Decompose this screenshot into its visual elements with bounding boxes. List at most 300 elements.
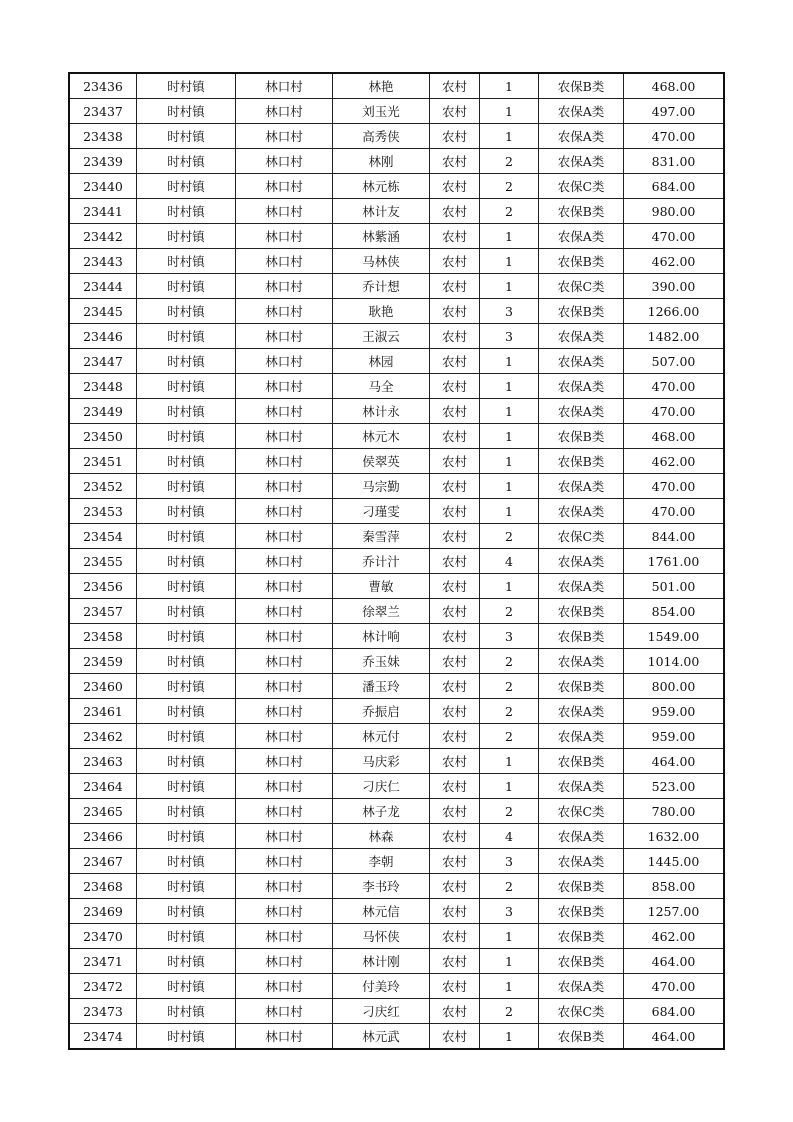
village-cell: 林口村 — [236, 274, 333, 299]
name-cell: 马全 — [333, 374, 430, 399]
town-cell: 时村镇 — [137, 574, 236, 599]
household-type-cell: 农村 — [430, 349, 480, 374]
record-id-cell: 23467 — [69, 849, 137, 874]
table-row — [69, 73, 724, 99]
table-row — [69, 674, 724, 699]
record-id-cell: 23439 — [69, 149, 137, 174]
amount-cell: 470.00 — [624, 124, 725, 149]
table-row — [69, 774, 724, 799]
village-cell: 林口村 — [236, 799, 333, 824]
insurance-category-cell: 农保B类 — [539, 949, 624, 974]
amount-cell: 1257.00 — [624, 899, 725, 924]
village-cell: 林口村 — [236, 724, 333, 749]
insurance-category-cell: 农保A类 — [539, 549, 624, 574]
town-cell: 时村镇 — [137, 73, 236, 99]
table-row — [69, 749, 724, 774]
insurance-category-cell: 农保A类 — [539, 149, 624, 174]
town-cell: 时村镇 — [137, 949, 236, 974]
insurance-category-cell: 农保A类 — [539, 399, 624, 424]
town-cell: 时村镇 — [137, 724, 236, 749]
table-row — [69, 349, 724, 374]
record-id-cell: 23442 — [69, 224, 137, 249]
insurance-category-cell: 农保A类 — [539, 699, 624, 724]
insurance-category-cell: 农保A类 — [539, 774, 624, 799]
household-type-cell: 农村 — [430, 399, 480, 424]
household-type-cell: 农村 — [430, 999, 480, 1024]
insurance-category-cell: 农保B类 — [539, 1024, 624, 1050]
table-row — [69, 249, 724, 274]
insurance-category-cell: 农保A类 — [539, 349, 624, 374]
record-id-cell: 23438 — [69, 124, 137, 149]
household-type-cell: 农村 — [430, 374, 480, 399]
village-cell: 林口村 — [236, 749, 333, 774]
household-size-cell: 1 — [480, 274, 539, 299]
household-type-cell: 农村 — [430, 199, 480, 224]
household-type-cell: 农村 — [430, 1024, 480, 1050]
table-row — [69, 649, 724, 674]
household-size-cell: 2 — [480, 699, 539, 724]
table-row — [69, 224, 724, 249]
insurance-category-cell: 农保A类 — [539, 99, 624, 124]
amount-cell: 1761.00 — [624, 549, 725, 574]
household-size-cell: 3 — [480, 624, 539, 649]
record-id-cell: 23464 — [69, 774, 137, 799]
insurance-category-cell: 农保B类 — [539, 424, 624, 449]
record-id-cell: 23471 — [69, 949, 137, 974]
village-cell: 林口村 — [236, 649, 333, 674]
village-cell: 林口村 — [236, 449, 333, 474]
town-cell: 时村镇 — [137, 249, 236, 274]
household-type-cell: 农村 — [430, 524, 480, 549]
town-cell: 时村镇 — [137, 799, 236, 824]
amount-cell: 831.00 — [624, 149, 725, 174]
amount-cell: 464.00 — [624, 949, 725, 974]
town-cell: 时村镇 — [137, 924, 236, 949]
table-row — [69, 599, 724, 624]
insurance-category-cell: 农保A类 — [539, 974, 624, 999]
household-size-cell: 2 — [480, 149, 539, 174]
table-row — [69, 1024, 724, 1050]
household-type-cell: 农村 — [430, 249, 480, 274]
insurance-category-cell: 农保B类 — [539, 449, 624, 474]
village-cell: 林口村 — [236, 824, 333, 849]
amount-cell: 1014.00 — [624, 649, 725, 674]
village-cell: 林口村 — [236, 899, 333, 924]
insurance-category-cell: 农保A类 — [539, 649, 624, 674]
household-type-cell: 农村 — [430, 724, 480, 749]
record-id-cell: 23473 — [69, 999, 137, 1024]
household-type-cell: 农村 — [430, 699, 480, 724]
amount-cell: 497.00 — [624, 99, 725, 124]
name-cell: 林森 — [333, 824, 430, 849]
record-id-cell: 23472 — [69, 974, 137, 999]
village-cell: 林口村 — [236, 499, 333, 524]
household-size-cell: 1 — [480, 99, 539, 124]
town-cell: 时村镇 — [137, 474, 236, 499]
town-cell: 时村镇 — [137, 124, 236, 149]
town-cell: 时村镇 — [137, 699, 236, 724]
table-row — [69, 874, 724, 899]
insurance-category-cell: 农保B类 — [539, 899, 624, 924]
name-cell: 林元信 — [333, 899, 430, 924]
table-body — [69, 73, 724, 1049]
record-id-cell: 23449 — [69, 399, 137, 424]
name-cell: 马宗勤 — [333, 474, 430, 499]
record-id-cell: 23459 — [69, 649, 137, 674]
household-type-cell: 农村 — [430, 224, 480, 249]
amount-cell: 1445.00 — [624, 849, 725, 874]
name-cell: 高秀侠 — [333, 124, 430, 149]
household-size-cell: 1 — [480, 449, 539, 474]
village-cell: 林口村 — [236, 324, 333, 349]
household-size-cell: 1 — [480, 399, 539, 424]
name-cell: 马怀侠 — [333, 924, 430, 949]
insurance-category-cell: 农保A类 — [539, 574, 624, 599]
amount-cell: 468.00 — [624, 424, 725, 449]
village-cell: 林口村 — [236, 249, 333, 274]
amount-cell: 507.00 — [624, 349, 725, 374]
table-row — [69, 799, 724, 824]
name-cell: 林计刚 — [333, 949, 430, 974]
amount-cell: 470.00 — [624, 399, 725, 424]
insurance-category-cell: 农保A类 — [539, 124, 624, 149]
household-size-cell: 1 — [480, 924, 539, 949]
amount-cell: 470.00 — [624, 974, 725, 999]
village-cell: 林口村 — [236, 299, 333, 324]
table-row — [69, 299, 724, 324]
town-cell: 时村镇 — [137, 1024, 236, 1050]
town-cell: 时村镇 — [137, 899, 236, 924]
name-cell: 王淑云 — [333, 324, 430, 349]
amount-cell: 462.00 — [624, 449, 725, 474]
name-cell: 林元木 — [333, 424, 430, 449]
insurance-category-cell: 农保A类 — [539, 324, 624, 349]
village-cell: 林口村 — [236, 699, 333, 724]
household-size-cell: 1 — [480, 949, 539, 974]
record-id-cell: 23455 — [69, 549, 137, 574]
name-cell: 林刚 — [333, 149, 430, 174]
household-size-cell: 2 — [480, 724, 539, 749]
name-cell: 林元栋 — [333, 174, 430, 199]
table-row — [69, 274, 724, 299]
household-type-cell: 农村 — [430, 624, 480, 649]
insurance-category-cell: 农保B类 — [539, 874, 624, 899]
household-size-cell: 3 — [480, 324, 539, 349]
amount-cell: 854.00 — [624, 599, 725, 624]
village-cell: 林口村 — [236, 949, 333, 974]
insurance-category-cell: 农保A类 — [539, 474, 624, 499]
amount-cell: 462.00 — [624, 249, 725, 274]
village-cell: 林口村 — [236, 974, 333, 999]
record-id-cell: 23451 — [69, 449, 137, 474]
table-row — [69, 124, 724, 149]
town-cell: 时村镇 — [137, 299, 236, 324]
household-size-cell: 1 — [480, 574, 539, 599]
household-size-cell: 1 — [480, 424, 539, 449]
household-type-cell: 农村 — [430, 874, 480, 899]
village-cell: 林口村 — [236, 524, 333, 549]
name-cell: 乔计汁 — [333, 549, 430, 574]
household-size-cell: 1 — [480, 774, 539, 799]
town-cell: 时村镇 — [137, 324, 236, 349]
table-row — [69, 524, 724, 549]
insurance-category-cell: 农保C类 — [539, 274, 624, 299]
name-cell: 乔计想 — [333, 274, 430, 299]
name-cell: 李书玲 — [333, 874, 430, 899]
amount-cell: 462.00 — [624, 924, 725, 949]
record-id-cell: 23437 — [69, 99, 137, 124]
record-id-cell: 23436 — [69, 73, 137, 99]
name-cell: 徐翠兰 — [333, 599, 430, 624]
household-size-cell: 1 — [480, 974, 539, 999]
amount-cell: 959.00 — [624, 724, 725, 749]
household-size-cell: 2 — [480, 674, 539, 699]
record-id-cell: 23443 — [69, 249, 137, 274]
name-cell: 林紫涵 — [333, 224, 430, 249]
table-row — [69, 199, 724, 224]
table-row — [69, 924, 724, 949]
town-cell: 时村镇 — [137, 399, 236, 424]
name-cell: 林计永 — [333, 399, 430, 424]
village-cell: 林口村 — [236, 774, 333, 799]
table-row — [69, 499, 724, 524]
household-size-cell: 3 — [480, 849, 539, 874]
table-row — [69, 574, 724, 599]
household-type-cell: 农村 — [430, 799, 480, 824]
amount-cell: 470.00 — [624, 374, 725, 399]
household-size-cell: 1 — [480, 249, 539, 274]
name-cell: 林计友 — [333, 199, 430, 224]
insurance-category-cell: 农保B类 — [539, 924, 624, 949]
record-id-cell: 23468 — [69, 874, 137, 899]
amount-cell: 501.00 — [624, 574, 725, 599]
record-id-cell: 23462 — [69, 724, 137, 749]
table-row — [69, 849, 724, 874]
amount-cell: 1482.00 — [624, 324, 725, 349]
record-id-cell: 23446 — [69, 324, 137, 349]
town-cell: 时村镇 — [137, 449, 236, 474]
name-cell: 林元付 — [333, 724, 430, 749]
table-row — [69, 824, 724, 849]
name-cell: 李朝 — [333, 849, 430, 874]
village-cell: 林口村 — [236, 424, 333, 449]
household-type-cell: 农村 — [430, 899, 480, 924]
amount-cell: 980.00 — [624, 199, 725, 224]
insurance-category-cell: 农保A类 — [539, 374, 624, 399]
table-row — [69, 374, 724, 399]
name-cell: 乔玉妹 — [333, 649, 430, 674]
town-cell: 时村镇 — [137, 199, 236, 224]
household-type-cell: 农村 — [430, 749, 480, 774]
town-cell: 时村镇 — [137, 599, 236, 624]
town-cell: 时村镇 — [137, 424, 236, 449]
amount-cell: 464.00 — [624, 1024, 725, 1050]
name-cell: 林元武 — [333, 1024, 430, 1050]
household-type-cell: 农村 — [430, 174, 480, 199]
household-size-cell: 2 — [480, 199, 539, 224]
insurance-category-cell: 农保C类 — [539, 174, 624, 199]
table-row — [69, 699, 724, 724]
amount-cell: 468.00 — [624, 73, 725, 99]
household-size-cell: 4 — [480, 549, 539, 574]
amount-cell: 1549.00 — [624, 624, 725, 649]
village-cell: 林口村 — [236, 224, 333, 249]
village-cell: 林口村 — [236, 574, 333, 599]
household-size-cell: 3 — [480, 299, 539, 324]
household-size-cell: 1 — [480, 374, 539, 399]
amount-cell: 684.00 — [624, 174, 725, 199]
town-cell: 时村镇 — [137, 824, 236, 849]
name-cell: 林园 — [333, 349, 430, 374]
record-id-cell: 23474 — [69, 1024, 137, 1050]
insurance-category-cell: 农保C类 — [539, 524, 624, 549]
town-cell: 时村镇 — [137, 749, 236, 774]
amount-cell: 858.00 — [624, 874, 725, 899]
record-id-cell: 23441 — [69, 199, 137, 224]
household-size-cell: 2 — [480, 649, 539, 674]
name-cell: 乔振启 — [333, 699, 430, 724]
insurance-category-cell: 农保B类 — [539, 299, 624, 324]
insurance-category-cell: 农保C类 — [539, 799, 624, 824]
village-cell: 林口村 — [236, 174, 333, 199]
record-id-cell: 23466 — [69, 824, 137, 849]
record-id-cell: 23454 — [69, 524, 137, 549]
village-cell: 林口村 — [236, 849, 333, 874]
town-cell: 时村镇 — [137, 649, 236, 674]
village-cell: 林口村 — [236, 549, 333, 574]
household-type-cell: 农村 — [430, 124, 480, 149]
table-row — [69, 424, 724, 449]
amount-cell: 800.00 — [624, 674, 725, 699]
village-cell: 林口村 — [236, 1024, 333, 1050]
record-id-cell: 23440 — [69, 174, 137, 199]
table-row — [69, 474, 724, 499]
town-cell: 时村镇 — [137, 174, 236, 199]
record-id-cell: 23458 — [69, 624, 137, 649]
household-size-cell: 1 — [480, 124, 539, 149]
town-cell: 时村镇 — [137, 974, 236, 999]
village-cell: 林口村 — [236, 999, 333, 1024]
table-row — [69, 899, 724, 924]
name-cell: 秦雪萍 — [333, 524, 430, 549]
town-cell: 时村镇 — [137, 99, 236, 124]
table-row — [69, 624, 724, 649]
name-cell: 林子龙 — [333, 799, 430, 824]
village-cell: 林口村 — [236, 474, 333, 499]
insurance-category-cell: 农保B类 — [539, 624, 624, 649]
name-cell: 曹敏 — [333, 574, 430, 599]
household-size-cell: 1 — [480, 349, 539, 374]
record-id-cell: 23450 — [69, 424, 137, 449]
household-type-cell: 农村 — [430, 274, 480, 299]
amount-cell: 959.00 — [624, 699, 725, 724]
household-size-cell: 1 — [480, 499, 539, 524]
name-cell: 侯翠英 — [333, 449, 430, 474]
village-cell: 林口村 — [236, 99, 333, 124]
record-id-cell: 23445 — [69, 299, 137, 324]
amount-cell: 470.00 — [624, 474, 725, 499]
insurance-category-cell: 农保C类 — [539, 999, 624, 1024]
name-cell: 刁瑾雯 — [333, 499, 430, 524]
name-cell: 马庆彩 — [333, 749, 430, 774]
record-id-cell: 23447 — [69, 349, 137, 374]
record-id-cell: 23444 — [69, 274, 137, 299]
insurance-category-cell: 农保B类 — [539, 749, 624, 774]
amount-cell: 780.00 — [624, 799, 725, 824]
town-cell: 时村镇 — [137, 849, 236, 874]
town-cell: 时村镇 — [137, 224, 236, 249]
insurance-category-cell: 农保B类 — [539, 599, 624, 624]
insurance-category-cell: 农保B类 — [539, 249, 624, 274]
household-type-cell: 农村 — [430, 449, 480, 474]
household-type-cell: 农村 — [430, 824, 480, 849]
household-type-cell: 农村 — [430, 649, 480, 674]
village-cell: 林口村 — [236, 199, 333, 224]
household-size-cell: 1 — [480, 224, 539, 249]
village-cell: 林口村 — [236, 73, 333, 99]
household-size-cell: 2 — [480, 599, 539, 624]
record-id-cell: 23452 — [69, 474, 137, 499]
household-type-cell: 农村 — [430, 924, 480, 949]
table-row — [69, 174, 724, 199]
amount-cell: 1266.00 — [624, 299, 725, 324]
household-type-cell: 农村 — [430, 299, 480, 324]
household-type-cell: 农村 — [430, 599, 480, 624]
name-cell: 刁庆仁 — [333, 774, 430, 799]
town-cell: 时村镇 — [137, 374, 236, 399]
village-cell: 林口村 — [236, 924, 333, 949]
village-cell: 林口村 — [236, 349, 333, 374]
household-type-cell: 农村 — [430, 574, 480, 599]
table-row — [69, 324, 724, 349]
household-type-cell: 农村 — [430, 149, 480, 174]
table-row — [69, 999, 724, 1024]
town-cell: 时村镇 — [137, 349, 236, 374]
name-cell: 刁庆红 — [333, 999, 430, 1024]
record-id-cell: 23465 — [69, 799, 137, 824]
village-cell: 林口村 — [236, 599, 333, 624]
household-type-cell: 农村 — [430, 949, 480, 974]
town-cell: 时村镇 — [137, 774, 236, 799]
table-row — [69, 949, 724, 974]
household-size-cell: 2 — [480, 799, 539, 824]
household-size-cell: 2 — [480, 174, 539, 199]
insurance-category-cell: 农保A类 — [539, 224, 624, 249]
household-type-cell: 农村 — [430, 674, 480, 699]
household-size-cell: 2 — [480, 999, 539, 1024]
household-size-cell: 4 — [480, 824, 539, 849]
village-cell: 林口村 — [236, 124, 333, 149]
amount-cell: 684.00 — [624, 999, 725, 1024]
table-row — [69, 549, 724, 574]
record-id-cell: 23460 — [69, 674, 137, 699]
household-type-cell: 农村 — [430, 549, 480, 574]
town-cell: 时村镇 — [137, 149, 236, 174]
household-type-cell: 农村 — [430, 324, 480, 349]
town-cell: 时村镇 — [137, 274, 236, 299]
name-cell: 付美玲 — [333, 974, 430, 999]
record-id-cell: 23457 — [69, 599, 137, 624]
table-row — [69, 149, 724, 174]
household-size-cell: 2 — [480, 874, 539, 899]
village-cell: 林口村 — [236, 624, 333, 649]
record-id-cell: 23448 — [69, 374, 137, 399]
village-cell: 林口村 — [236, 149, 333, 174]
village-cell: 林口村 — [236, 399, 333, 424]
town-cell: 时村镇 — [137, 499, 236, 524]
amount-cell: 523.00 — [624, 774, 725, 799]
amount-cell: 464.00 — [624, 749, 725, 774]
